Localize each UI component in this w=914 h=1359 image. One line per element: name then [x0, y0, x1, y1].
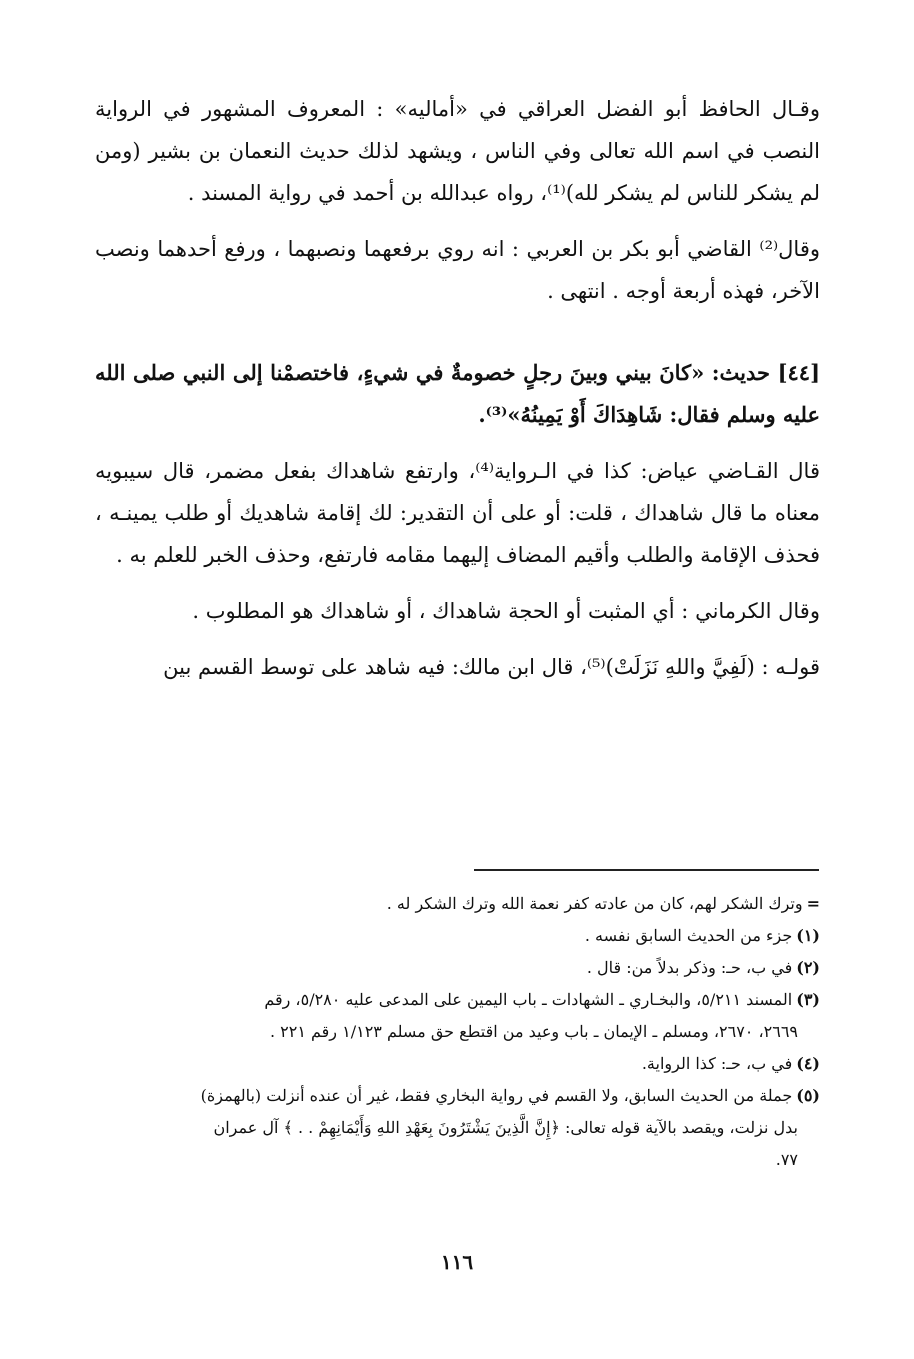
footnote-5: (٥)جملة من الحديث السابق، ولا القسم في رواية البخاري فقط، غير أن عنده أنزلت (بالهمزة) [200, 1086, 820, 1105]
paragraph-kirmani: وقال الكرماني : أي المثبت أو الحجة شاهداك ، أو شاهداك هو المطلوب . [192, 599, 820, 623]
footnote-4: (٤)في ب، حـ: كذا الرواية. [641, 1054, 820, 1073]
footnote-3-continued: ٢٦٦٩، ٢٦٧٠، ومسلم ـ الإيمان ـ باب وعيد من اقتطع حق مسلم ١/١٢٣ رقم ٢٢١ . [269, 1022, 798, 1041]
footnote-2: (٢)في ب، حـ: وذكر بدلاً من: قال . [586, 958, 820, 977]
hadith-heading-44: [٤٤] حديث: «كانَ بيني وبينَ رجلٍ خصومةٌ في شيءٍ، فاختصمْنا إلى النبي صلى الله عليه وسلم فقال: شَاهِدَاكَ أَوْ يَمِينُهُ»⁽³⁾. [95, 360, 820, 427]
paragraph-ibn-malik: قولـه : (لَفِيَّ واللهِ نَزَلَتْ)⁽⁵⁾، قال ابن مالك: فيه شاهد على توسط القسم بين [163, 655, 820, 679]
main-text [95, 88, 820, 688]
footnotes [95, 888, 820, 1176]
footnote-5-continued-end: ٧٧. [775, 1150, 798, 1169]
paragraph-ibn-arabi: وقال⁽²⁾ القاضي أبو بكر بن العربي : انه روي برفعهما ونصبهما ، ورفع أحدهما ونصب الآخر، فهذه أربعة أوجه . انتهى . [95, 237, 820, 303]
footnote-continuation: =وترك الشكر لهم، كان من عادته كفر نعمة الله وترك الشكر له . [386, 894, 820, 913]
paragraph-qadi-iyad: قال القـاضي عياض: كذا في الـرواية⁽⁴⁾، وارتفع شاهداك بفعل مضمر، قال سيبويه معناه ما قال شاهداك ، قلت: أو على أن التقدير: لك إقامة شاهديك أو طلب يمينـه ، فحذف الإقامة والطلب وأقيم المضاف إليهما مقامه فارتفع، وحذف الخبر للعلم به . [95, 459, 820, 567]
footnote-3: (٣)المسند ٥/٢١١، والبخـاري ـ الشهادات ـ باب اليمين على المدعى عليه ٥/٢٨٠، رقم [264, 990, 820, 1009]
paragraph-iraqi: وقـال الحافظ أبو الفضل العراقي في «أماليه» : المعروف المشهور في الرواية النصب في اسم الله تعالى وفي الناس ، ويشهد لذلك حديث النعمان بن بشير (ومن لم يشكر للناس لم يشكر لله)⁽¹⁾، رواه عبدالله بن أحمد في رواية المسند . [95, 97, 820, 205]
footnote-1: (١)جزء من الحديث السابق نفسه . [584, 926, 820, 945]
footnote-divider [474, 869, 819, 871]
page-number: ١١٦ [440, 1250, 474, 1274]
footnote-5-continued: بدل نزلت، ويقصد بالآية قوله تعالى: ﴿إِنَّ الَّذِينَ يَشْتَرُونَ بِعَهْدِ اللهِ وَأَيْمَانِهِمْ . . ﴾ آل عمران [213, 1118, 798, 1137]
